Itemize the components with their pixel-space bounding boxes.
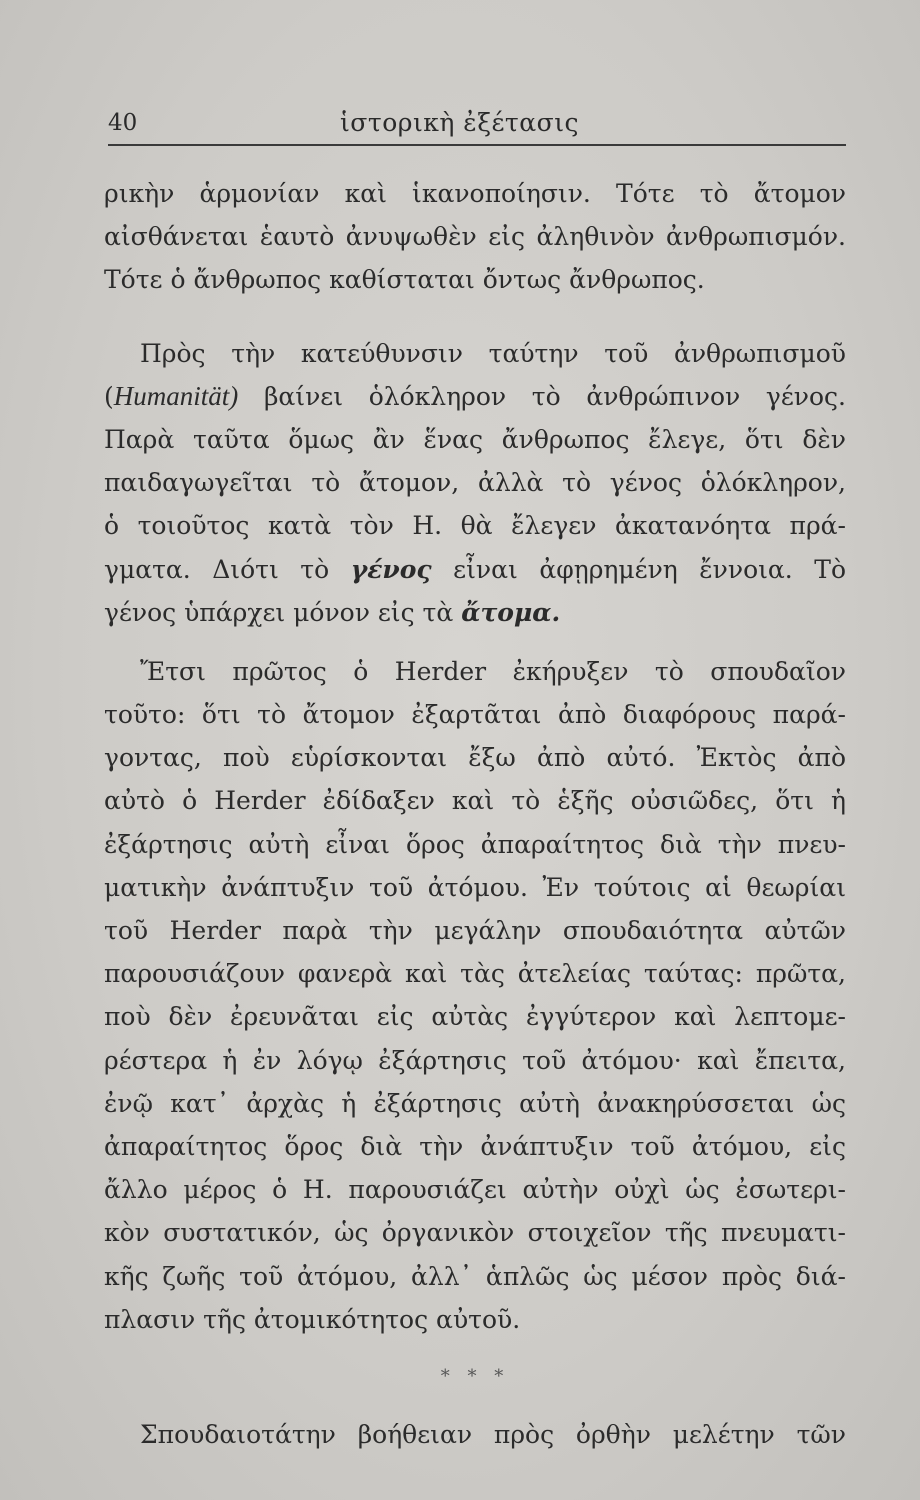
text-line: ἄλλο μέρος ὁ Η. παρουσιάζει αὐτὴν οὐχὶ ὡς ἐσωτερι- [104,1175,846,1205]
text-line [104,591,846,634]
text-line [104,375,846,418]
text-line: ἐνῷ κατ᾿ ἀρχὰς ἡ ἐξάρτησις αὐτὴ ἀνακηρύσσεται ὡς [104,1088,846,1118]
running-head: ἱστορικὴ ἐξέτασις [340,108,580,137]
paragraph-4 [104,1413,846,1456]
section-asterism: * * * [440,1365,510,1387]
text-line: κῆς ζωῆς τοῦ ἀτόμου, ἀλλ᾿ ἁπλῶς ὡς μέσον πρὸς διά- [104,1261,846,1291]
text-line: τοῦ Herder παρὰ τὴν μεγάλην σπουδαιότητα αὐτῶν [104,916,846,945]
text-line: κὸν συστατικόν, ὡς ὀργανικὸν στοιχεῖον τῆς πνευματι- [104,1218,846,1248]
page-header [108,104,846,144]
paragraph-gap [104,302,846,332]
text-run: βαίνει ὁλόκληρον τὸ ἀνθρώπινον γένος. [238,381,846,411]
text-line: Ἔτσι πρῶτος ὁ Herder ἐκήρυξεν τὸ σπουδαῖον [140,656,846,686]
section-gap [104,1397,846,1413]
text-line: παρουσιάζουν φανερὰ καὶ τὰς ἀτελείας ταύτας: πρῶτα, [104,959,846,989]
page-number: 40 [108,110,138,136]
text-line: γοντας, ποὺ εὑρίσκονται ἔξω ἀπὸ αὐτό. Ἐκτὸς ἀπὸ [104,743,846,773]
section-gap [104,1341,846,1357]
text-line: ἐξάρτησις αὐτὴ εἶναι ὅρος ἀπαραίτητος διὰ τὴν πνευ- [104,829,846,859]
text-run: εἶναι ἀφῃρημένη ἔννοια. Τὸ [431,554,846,584]
text-run: γματα. Διότι τὸ [104,554,351,584]
text-line: ἀπαραίτητος ὅρος διὰ τὴν ἀνάπτυξιν τοῦ ἀτόμου, εἰς [104,1131,846,1161]
text-line [104,548,846,591]
emphasized-word: ἄτομα. [461,597,561,627]
text-line: ρικὴν ἁρμονίαν καὶ ἱκανοποίησιν. Τότε τὸ ἄτομον [104,179,846,208]
paragraph-2 [104,332,846,634]
text-line: τοῦτο: ὅτι τὸ ἄτομον ἐξαρτᾶται ἀπὸ διαφόρους παρά- [104,700,846,730]
body-text [104,172,846,1456]
text-line: πλασιν τῆς ἀτομικότητος αὐτοῦ. [104,1304,521,1334]
paragraph-gap [104,634,846,650]
text-line: Σπουδαιοτάτην βοήθειαν πρὸς ὀρθὴν μελέτην τῶν [140,1419,846,1449]
text-line: ματικὴν ἀνάπτυξιν τοῦ ἀτόμου. Ἐν τούτοις αἱ θεωρίαι [104,872,846,902]
text-run: ( [104,381,114,411]
paragraph-1 [104,172,846,302]
text-line: ποὺ δὲν ἐρευνᾶται εἰς αὐτὰς ἐγγύτερον καὶ λεπτομε- [104,1002,846,1032]
text-line: παιδαγωγεῖται τὸ ἄτομον, ἀλλὰ τὸ γένος ὁλόκληρον, [104,468,846,498]
text-line: Παρὰ ταῦτα ὅμως ἂν ἕνας ἄνθρωπος ἔλεγε, ὅτι δὲν [104,424,846,454]
text-line: αἰσθάνεται ἑαυτὸ ἀνυψωθὲν εἰς ἀληθινὸν ἀνθρωπισμόν. [104,222,846,252]
text-line: Πρὸς τὴν κατεύθυνσιν ταύτην τοῦ ἀνθρωπισμοῦ [140,338,846,368]
text-line: αὐτὸ ὁ Herder ἐδίδαξεν καὶ τὸ ἑξῆς οὐσιῶδες, ὅτι ἡ [104,786,846,816]
header-rule [108,144,846,146]
text-line: Τότε ὁ ἄνθρωπος καθίσταται ὄντως ἄνθρωπος. [104,265,705,295]
text-run: γένος ὑπάρχει μόνον εἰς τὰ [104,597,462,627]
emphasized-word: γένος [350,554,432,584]
text-line: ὁ τοιοῦτος κατὰ τὸν Η. θὰ ἔλεγεν ἀκατανόητα πρά- [104,511,846,541]
italic-term: Humanität) [113,380,239,411]
paragraph-3 [104,650,846,1341]
text-line: ρέστερα ἡ ἐν λόγῳ ἐξάρτησις τοῦ ἀτόμου· καὶ ἔπειτα, [104,1045,846,1075]
